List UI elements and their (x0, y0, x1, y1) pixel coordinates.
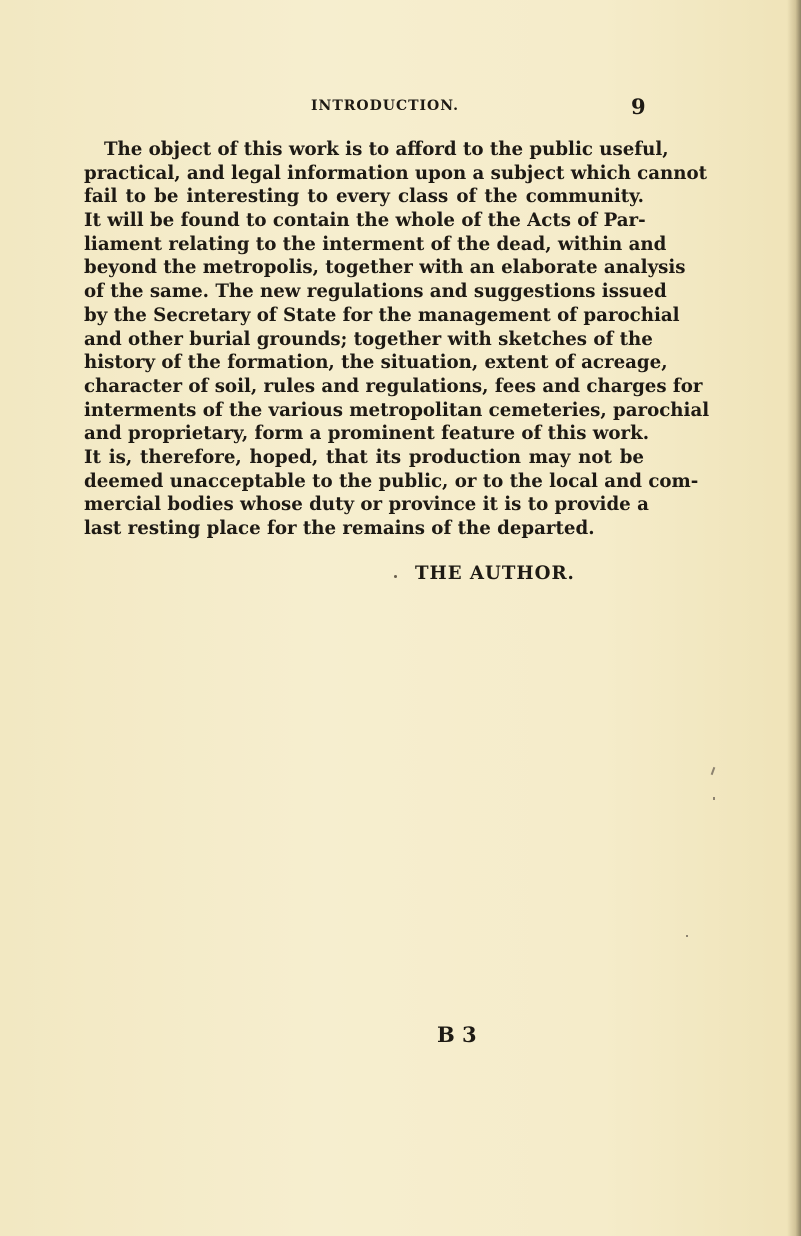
text-line: fail to be interesting to every class of the community. (84, 186, 644, 208)
text-line: and proprietary, form a prominent feature of this work. (84, 423, 650, 445)
text-line: history of the formation, the situation, extent of acreage, (84, 352, 668, 374)
stray-ink-mark (686, 935, 688, 937)
text-line: mercial bodies whose duty or province it is to provide a (84, 494, 649, 516)
running-head (0, 94, 801, 122)
text-line: practical, and legal information upon a subject which cannot (84, 162, 708, 184)
page-number: 9 (631, 94, 646, 119)
text-line: of the same. The new regulations and suggestions issued (84, 281, 667, 303)
text-line: It is, therefore, hoped, that its production may not be (84, 446, 644, 468)
author-signature: THE AUTHOR. (415, 563, 575, 584)
text-line: The object of this work is to afford to the public useful, (104, 139, 669, 160)
printer-dot (394, 575, 397, 578)
introduction-paragraph (84, 138, 710, 541)
text-line: interments of the various metropolitan cemeteries, parochial (84, 399, 710, 421)
text-line: and other burial grounds; together with sketches of the (84, 328, 653, 350)
text-line: beyond the metropolis, together with an elaborate analysis (84, 257, 686, 279)
text-line: It will be found to contain the whole of the Acts of Par- (84, 210, 646, 232)
running-title: INTRODUCTION. (311, 98, 460, 114)
text-line: liament relating to the interment of the dead, within and (84, 233, 667, 255)
printer-signature-mark: B 3 (437, 1022, 477, 1047)
text-line: by the Secretary of State for the management of parochial (84, 304, 680, 326)
page-edge-shadow (787, 0, 801, 1236)
text-line: deemed unacceptable to the public, or to the local and com- (84, 470, 699, 492)
text-line: last resting place for the remains of the departed. (84, 518, 595, 539)
stray-ink-mark (711, 767, 716, 775)
text-line: character of soil, rules and regulations, fees and charges for (84, 375, 703, 397)
stray-ink-mark (713, 797, 715, 800)
